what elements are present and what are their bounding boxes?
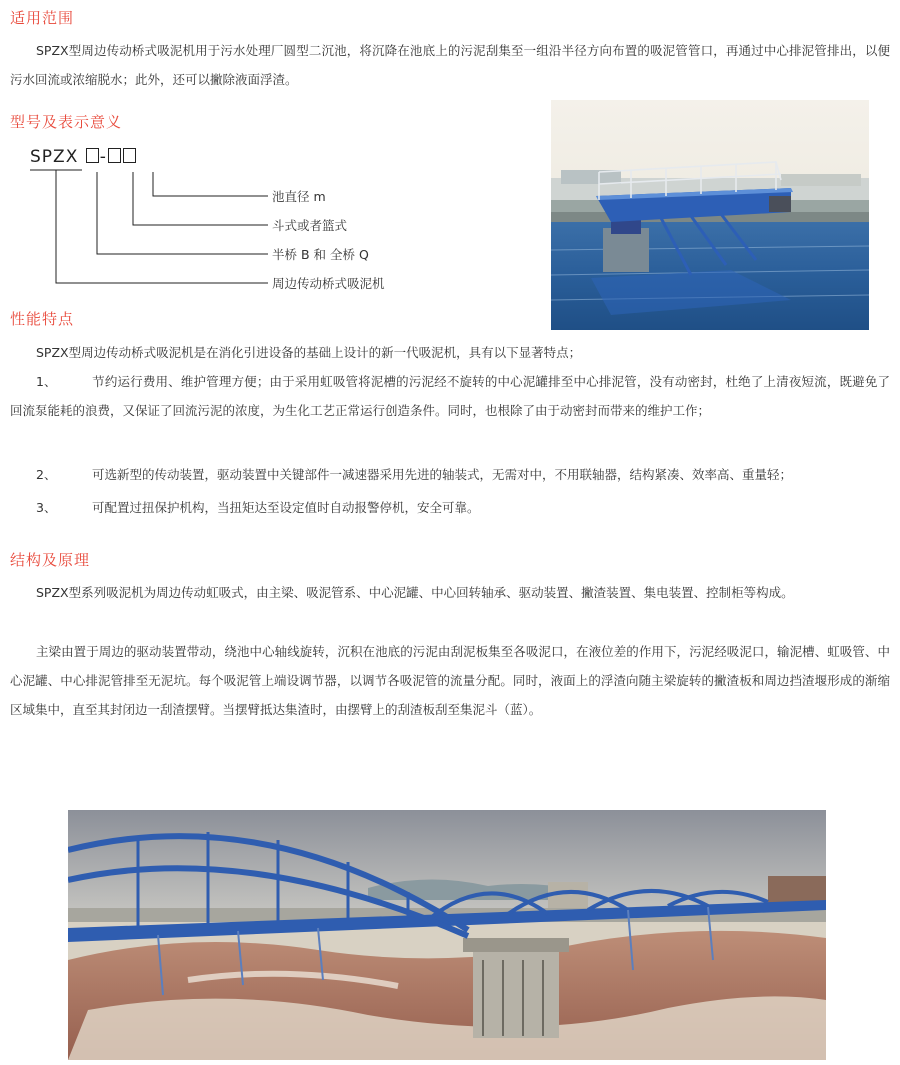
feature-item-3-text: 可配置过扭保护机构，当扭矩达至设定值时自动报警停机，安全可靠。 [92,500,480,515]
feature-item-1-num: 1、 [36,374,57,389]
structure-paragraph-2: 主梁由置于周边的驱动装置带动，绕池中心轴线旋转，沉积在池底的污泥由刮泥板集至各吸泥口，在液位差的作用下，污泥经吸泥口，输泥槽、虹吸管、中心泥罐、中心排泥管排至无泥坑。每个吸泥管上端设调节器，以调节各吸泥管的流量分配。同时，液面上的浮渣向随主梁旋转的撇渣板和周边挡渣堰形成的渐缩区域集中，直至其封闭边一刮渣摆臂。当摆臂抵达集渣时，由摆臂上的刮渣板刮至集泥斗（蓝）。 [10,644,890,717]
model-code-dash: - [99,147,107,167]
section-title-scope: 适用范围 [10,9,75,27]
feature-item-2 [10,460,890,489]
feature-item-2-num: 2、 [36,467,57,482]
feature-item-3-num: 3、 [36,500,57,515]
feature-item-2-text: 可选新型的传动装置，驱动装置中关键部件一减速器采用先进的轴装式，无需对中，不用联轴器，结构紧凑、效率高、重量轻； [92,467,793,482]
feature-item-1 [10,367,890,425]
model-label-machine: 周边传动桥式吸泥机 [272,276,385,291]
model-leader-lines [0,0,300,300]
model-code-prefix: SPZX [30,147,79,167]
model-label-bridge: 半桥 B 和 全桥 Q [272,247,369,262]
structure-paragraph-1: SPZX型系列吸泥机为周边传动虹吸式，由主梁、吸泥管系、中心泥罐、中心回转轴承、驱动装置、撇渣装置、集电装置、控制柜等构成。 [36,585,794,600]
section-title-structure: 结构及原理 [10,551,91,569]
clarifier-photo-top [551,100,869,330]
clarifier-photo-bottom [68,810,826,1060]
model-label-type: 斗式或者篮式 [272,218,348,233]
section-title-features: 性能特点 [10,310,75,328]
section-title-model: 型号及表示意义 [10,113,123,131]
features-intro: SPZX型周边传动桥式吸泥机是在消化引进设备的基础上设计的新一代吸泥机，具有以下显著特点； [36,345,582,360]
scope-paragraph: SPZX型周边传动桥式吸泥机用于污水处理厂圆型二沉池，将沉降在池底上的污泥刮集至一组沿半径方向布置的吸泥管管口，再通过中心排泥管排出，以便污水回流或浓缩脱水；此外，还可以撇除液面浮渣。 [10,43,890,87]
feature-item-3 [10,493,890,522]
feature-item-1-text: 节约运行费用、维护管理方便；由于采用虹吸管将泥槽的污泥经不旋转的中心泥罐排至中心排泥管，没有动密封，杜绝了上清夜短流，既避免了回流泵能耗的浪费，又保证了回流污泥的浓度，为生化工艺正常运行创造条件。同时，也根除了由于动密封而带来的维护工作； [10,374,890,418]
model-label-diameter: 池直径 m [272,189,326,204]
